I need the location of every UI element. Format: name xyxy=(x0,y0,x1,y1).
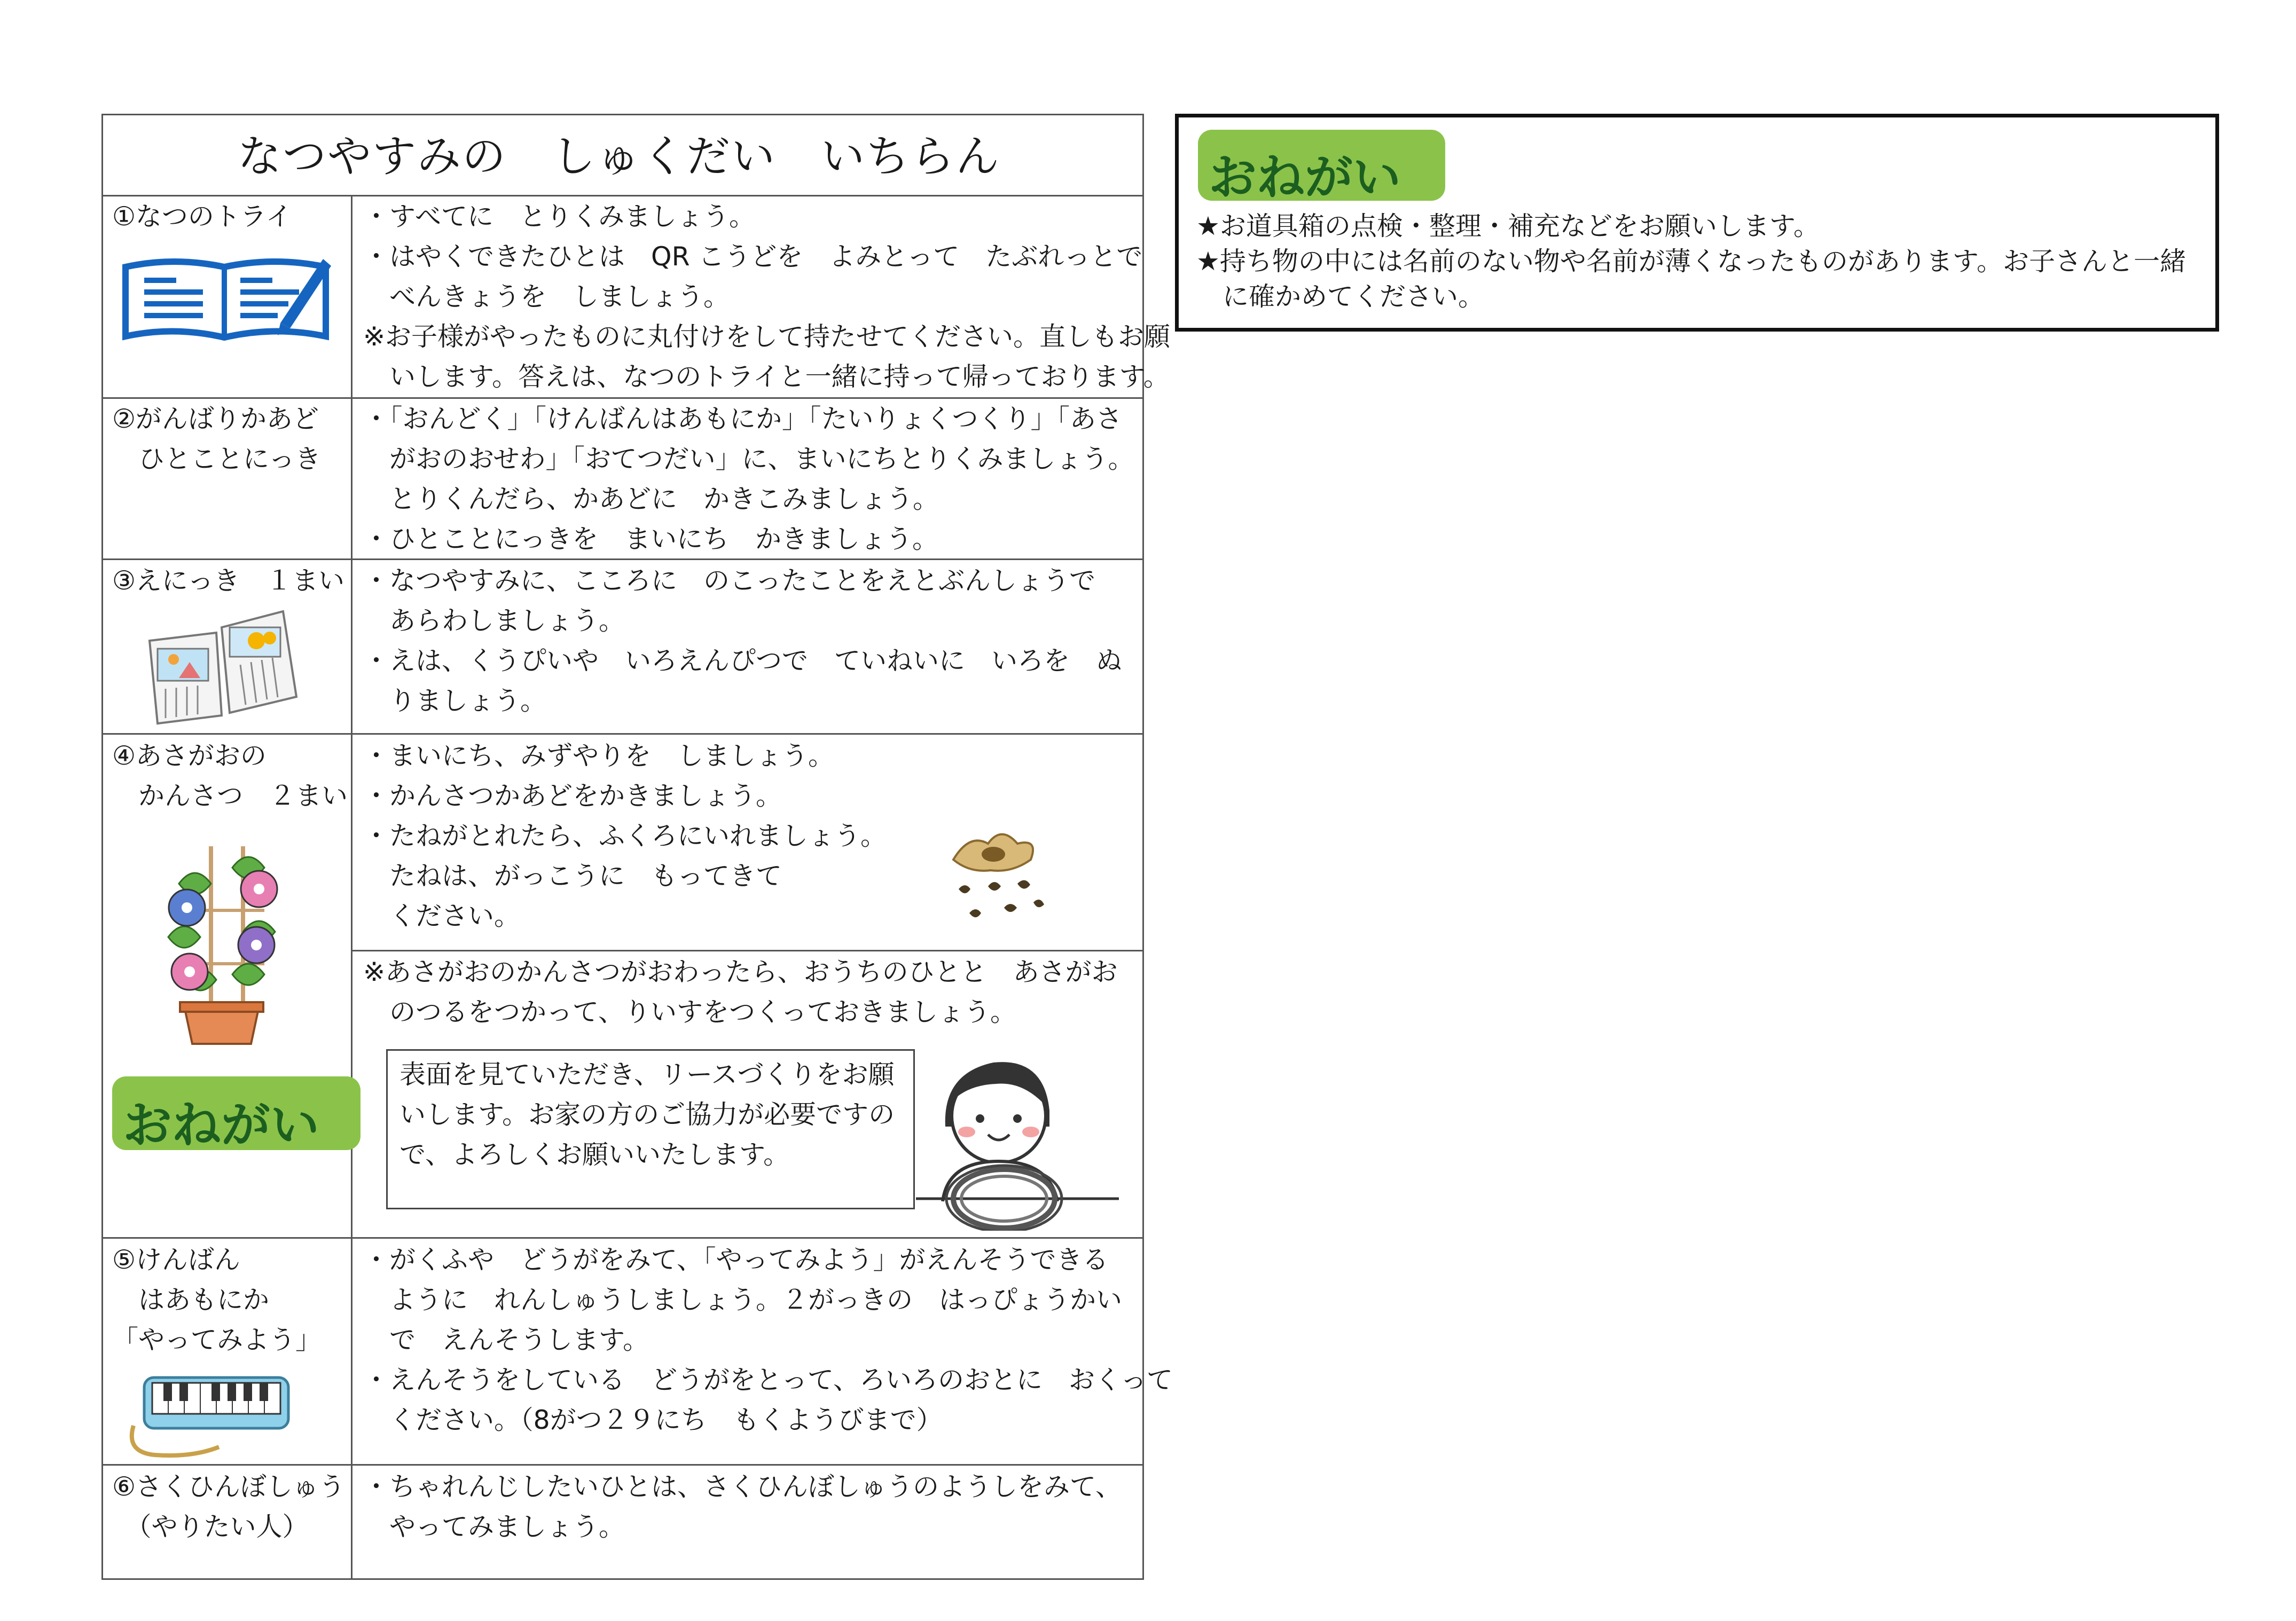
row2-line: がおのおせわ」「おてつだい」に、まいにちとりくみましょう。 xyxy=(363,444,1134,474)
row1-line: ・はやくできたひとは QR こうどを よみとって たぶれっとで xyxy=(363,241,1143,272)
seeds-icon xyxy=(937,822,1060,934)
morning-glory-icon xyxy=(152,830,291,1049)
request-box-line: いします。お家の方のご協力が必要ですの xyxy=(399,1099,895,1130)
row1-line: べんきょうを しましょう。 xyxy=(363,281,730,312)
row-name-6: ⑥さくひんぼしゅう xyxy=(112,1472,345,1502)
row6-line: やってみましょう。 xyxy=(363,1512,625,1542)
row-divider xyxy=(101,1464,1144,1466)
child-wreath-icon xyxy=(916,1025,1119,1231)
wreath-note-line: のつるをつかって、りいすをつくっておきましょう。 xyxy=(363,997,1017,1027)
row-name-3: ③えにっき １まい xyxy=(112,565,344,596)
row-divider xyxy=(101,1237,1144,1239)
row5-line: ください。（8がつ２９にち もくようびまで） xyxy=(363,1405,943,1435)
row5-line: ・がくふや どうがをみて、「やってみよう」がえんそうできる xyxy=(363,1245,1109,1275)
row-divider xyxy=(101,733,1144,735)
row-name-5c: 「やってみよう」 xyxy=(112,1325,322,1355)
row3-line: ・なつやすみに、こころに のこったことをえとぶんしょうで xyxy=(363,565,1096,596)
row-name-5b: はあもにか xyxy=(112,1285,270,1315)
row-name-1: ①なつのトライ xyxy=(112,201,292,232)
row2-line: ・「おんどく」「けんばんはあもにか」「たいりょくつくり」「あさ xyxy=(363,404,1123,434)
row3-line: りましょう。 xyxy=(363,686,547,716)
row-name-5: ⑤けんばん xyxy=(112,1245,240,1275)
row-name-2: ②がんばりかあど xyxy=(112,404,319,434)
row5-line: ・えんそうをしている どうがをとって、ろいろのおとに おくって xyxy=(363,1365,1173,1395)
onegai-panel-line: ★お道具箱の点検・整理・補充などをお願いします。 xyxy=(1196,211,1820,241)
row4-line: ・まいにち、みずやりを しましょう。 xyxy=(363,741,835,771)
row1-line: いします。答えは、なつのトライと一緒に持って帰っております。 xyxy=(363,361,1170,392)
request-box-line: 表面を見ていただき、リースづくりをお願 xyxy=(399,1059,895,1090)
picture-diary-icon xyxy=(142,609,302,726)
row2-line: とりくんだら、かあどに かきこみましょう。 xyxy=(363,484,939,514)
column-divider xyxy=(351,195,352,1580)
onegai-badge-left-text: おねがい xyxy=(123,1097,320,1154)
row4-line: ください。 xyxy=(363,901,521,931)
row1-line: ・すべてに とりくみましょう。 xyxy=(363,201,756,232)
row-name-4b: かんさつ ２まい xyxy=(112,781,348,811)
row6-line: ・ちゃれんじしたいひとは、さくひんぼしゅうのようしをみて、 xyxy=(363,1472,1122,1502)
row3-line: あらわしましょう。 xyxy=(363,605,625,636)
row5-line: で えんそうします。 xyxy=(363,1325,649,1355)
onegai-badge-right-text: おねがい xyxy=(1209,149,1401,206)
request-box-line: で、よろしくお願いいたします。 xyxy=(399,1139,790,1170)
keyboard-harmonica-icon xyxy=(123,1367,294,1463)
row-name-4: ④あさがおの xyxy=(112,741,267,771)
row1-line: ※お子様がやったものに丸付けをして持たせてください。直しもお願 xyxy=(363,321,1171,352)
onegai-panel-line: ★持ち物の中には名前のない物や名前が薄くなったものがあります。お子さんと一緒 xyxy=(1196,246,2187,277)
row3-line: ・えは、くうぴいや いろえんぴつで ていねいに いろを ぬ xyxy=(363,646,1123,676)
row-name-2b: ひとことにっき xyxy=(112,444,322,474)
row-divider xyxy=(351,950,1144,951)
open-book-icon xyxy=(120,246,334,347)
row-name-6b: （やりたい人） xyxy=(112,1512,309,1542)
wreath-note-line: ※あさがおのかんさつがおわったら、おうちのひとと あさがお xyxy=(363,957,1118,987)
row2-line: ・ひとことにっきを まいにち かきましょう。 xyxy=(363,524,939,554)
onegai-badge-right xyxy=(1198,130,1445,206)
onegai-badge-left xyxy=(112,1076,361,1154)
onegai-panel-line: に確かめてください。 xyxy=(1196,281,1485,312)
row4-line: ・かんさつかあどをかきましょう。 xyxy=(363,781,782,811)
page-title: なつやすみの しゅくだい いちらん xyxy=(238,131,1001,182)
row4-line: たねは、がっこうに もってきて xyxy=(363,861,782,891)
row4-line: ・たねがとれたら、ふくろにいれましょう。 xyxy=(363,821,887,851)
row5-line: ように れんしゅうしましょう。２がっきの はっぴょうかい xyxy=(363,1285,1123,1315)
